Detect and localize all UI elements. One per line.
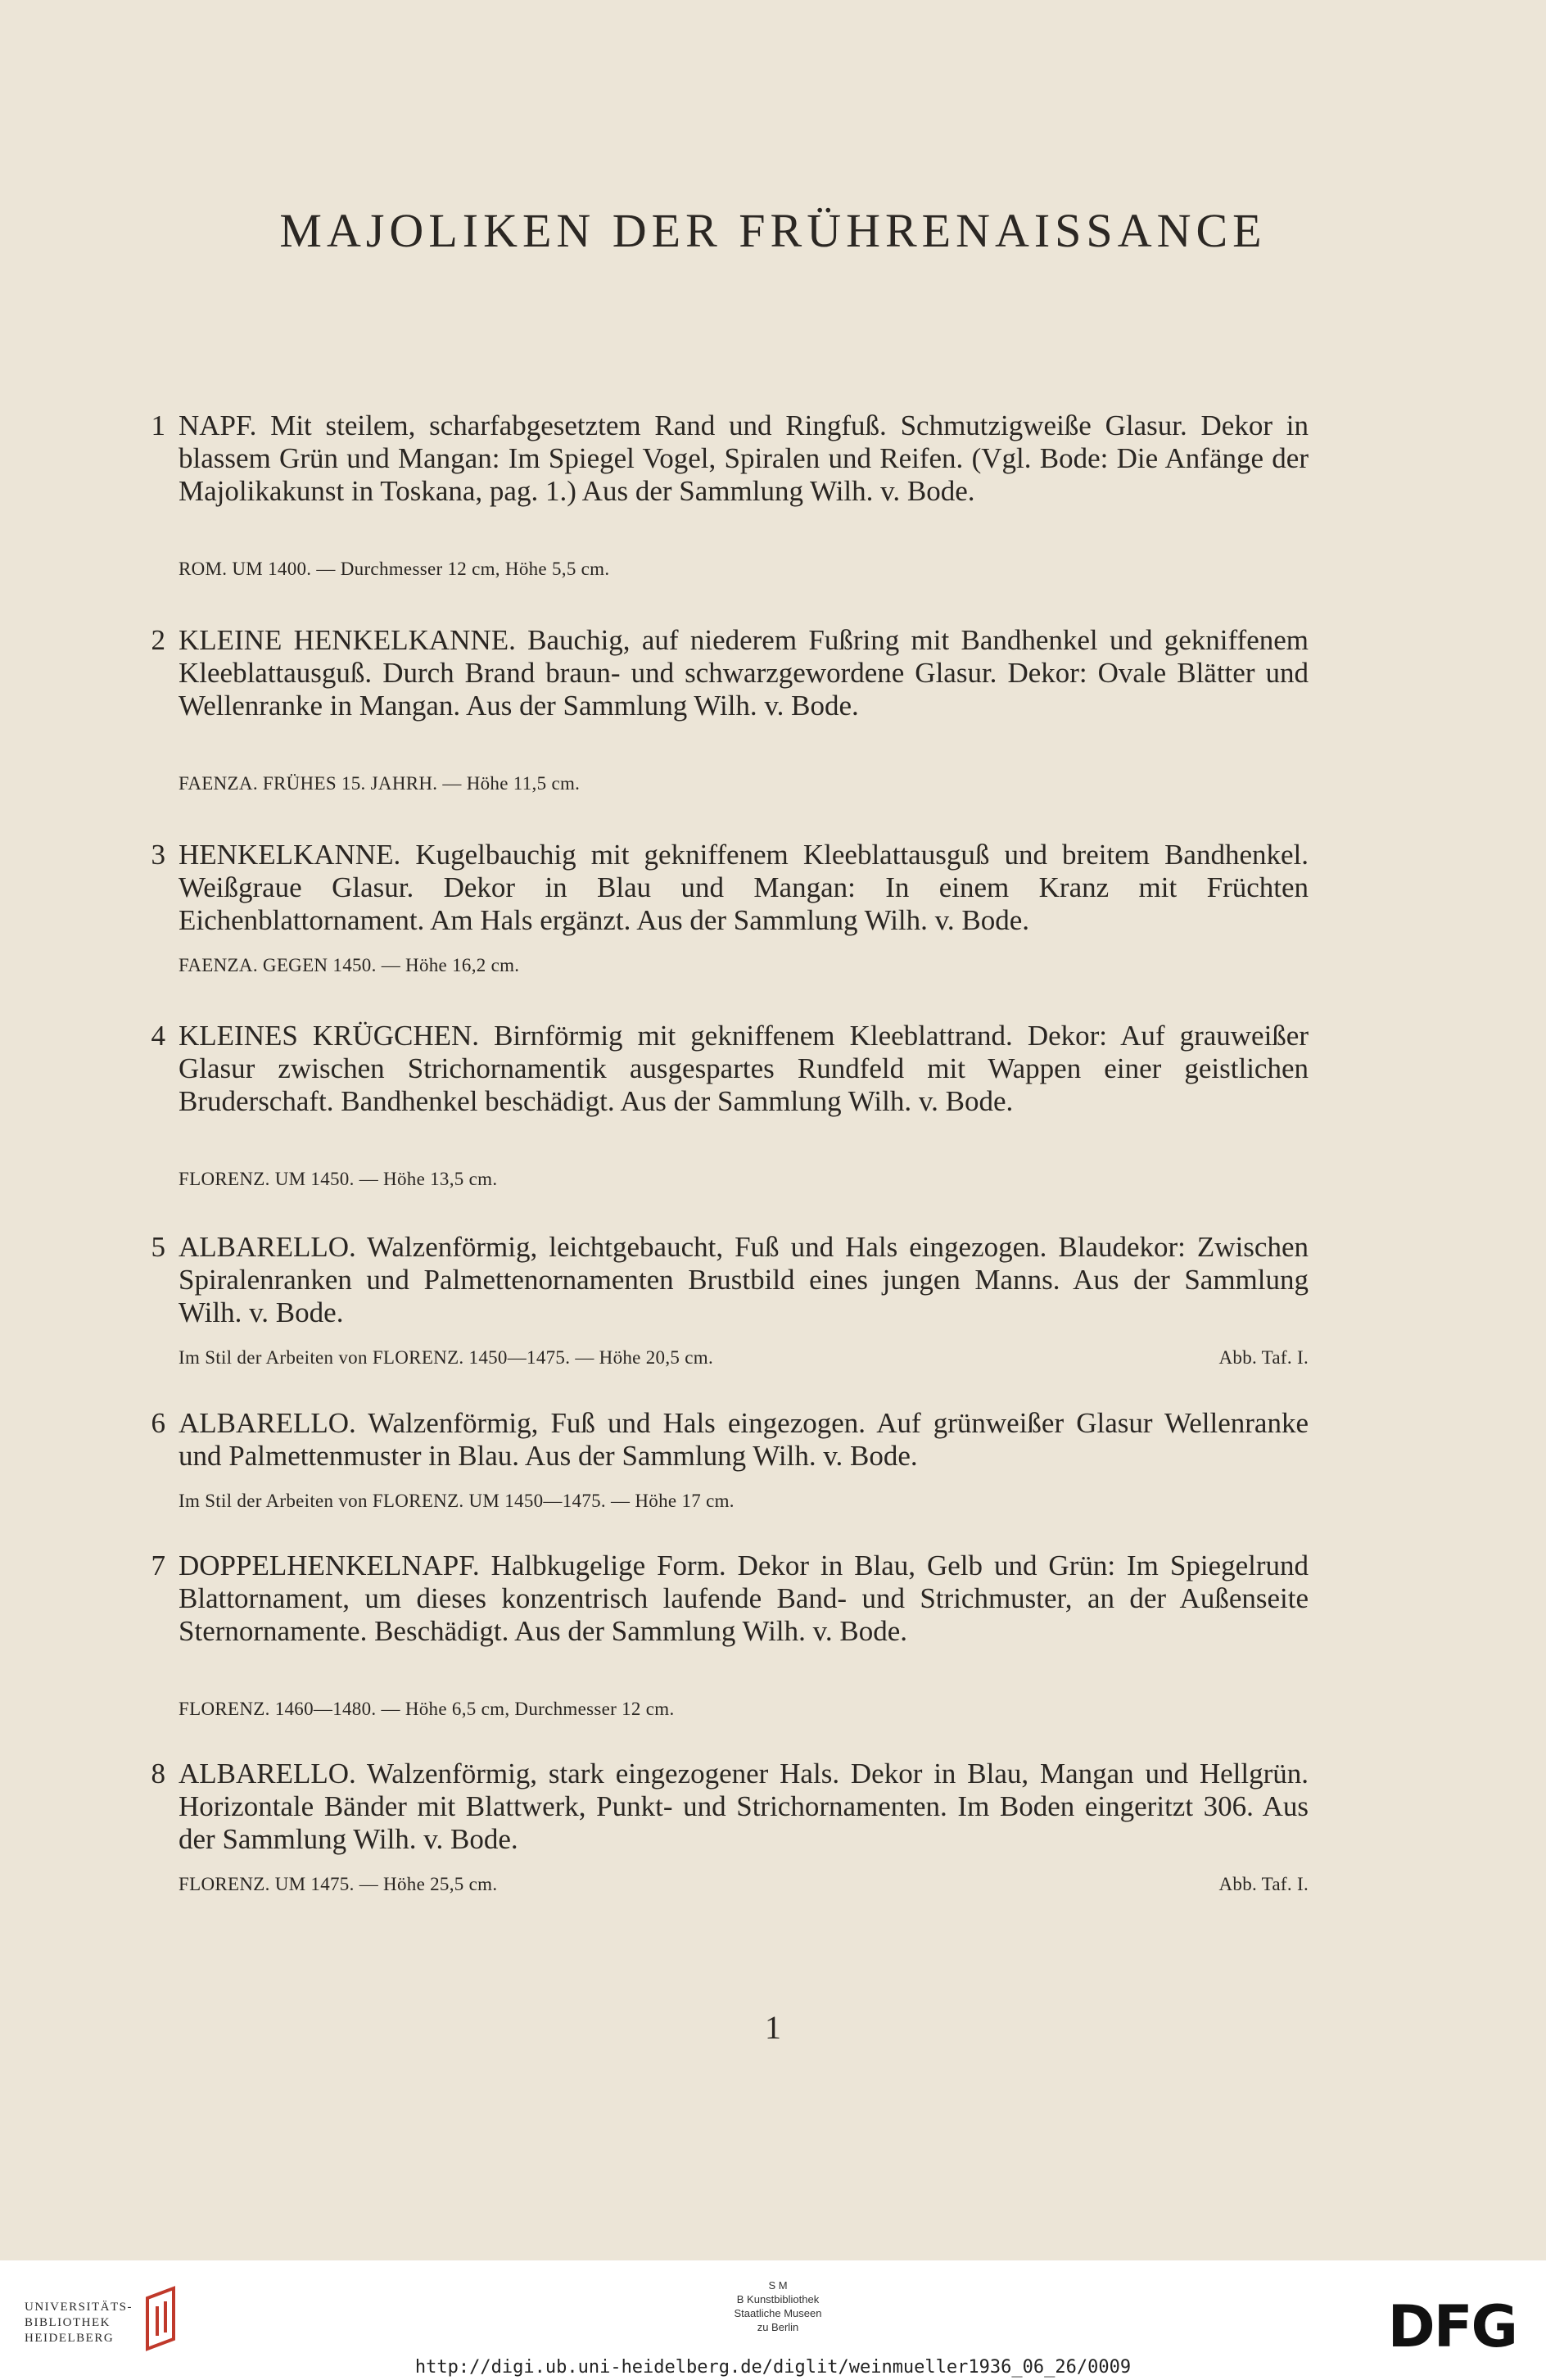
entry-meta	[179, 1697, 1309, 1722]
page-number: 1	[765, 2009, 781, 2046]
entry-ref: Abb. Taf. I.	[1218, 1347, 1309, 1368]
entry-meta	[179, 771, 1309, 796]
entry-meta-text: FAENZA. FRÜHES 15. JAHRH. — Höhe 11,5 cm.	[179, 773, 581, 794]
entry-meta	[179, 1346, 1309, 1370]
page-title: MAJOLIKEN DER FRÜHRENAISSANCE	[279, 204, 1267, 257]
entry-meta	[179, 557, 1309, 581]
entry-number: 8	[151, 1758, 165, 1790]
university-logo-icon	[141, 2282, 190, 2355]
dfg-logo: DFG	[1387, 2293, 1517, 2360]
entry-text: DOPPELHENKELNAPF. Halbkugelige Form. Dekor in Blau, Gelb und Grün: Im Spiegelrund Blattornament, um dieses konzentrisch laufende Band- und Strichmuster, an der Außenseite Sternornamente. Beschädigt. Aus der Sammlung Wilh. v. Bode.	[179, 1550, 1309, 1647]
university-line: BIBLIOTHEK	[25, 2316, 111, 2329]
kunstbibliothek-label	[704, 2278, 852, 2334]
university-line: HEIDELBERG	[25, 2332, 115, 2345]
library-line: S M	[768, 2279, 788, 2292]
entry-text: ALBARELLO. Walzenförmig, Fuß und Hals eingezogen. Auf grünweißer Glasur Wellenranke und Palmettenmuster in Blau. Aus der Sammlung Wilh. v. Bode.	[179, 1407, 1309, 1472]
entry-meta	[179, 1489, 1309, 1514]
entry-text: ALBARELLO. Walzenförmig, stark eingezogener Hals. Dekor in Blau, Mangan und Hellgrün. Horizontale Bänder mit Blattwerk, Punkt- und Strichornamenten. Im Boden eingeritzt 306. Aus der Sammlung Wilh. v. Bode.	[179, 1758, 1309, 1855]
entry-text: KLEINES KRÜGCHEN. Birnförmig mit gekniffenem Kleeblattrand. Dekor: Auf grauweißer Glasur zwischen Strichornamentik ausgespartes Rundfeld mit Wappen einer geistlichen Bruderschaft. Bandhenkel beschädigt. Aus der Sammlung Wilh. v. Bode.	[179, 1020, 1309, 1117]
entry-meta-text: FLORENZ. 1460—1480. — Höhe 6,5 cm, Durchmesser 12 cm.	[179, 1699, 675, 1719]
entry-number: 4	[151, 1020, 165, 1052]
library-line: B Kunstbibliothek	[736, 2293, 820, 2305]
entry-number: 2	[151, 624, 165, 656]
entry-number: 1	[151, 409, 165, 441]
entry-meta	[179, 1872, 1309, 1897]
entry-text: NAPF. Mit steilem, scharfabgesetztem Rand und Ringfuß. Schmutzigweiße Glasur. Dekor in blassem Grün und Mangan: Im Spiegel Vogel, Spiralen und Reifen. (Vgl. Bode: Die Anfänge der Majolikakunst in Toskana, pag. 1.) Aus der Sammlung Wilh. v. Bode.	[179, 409, 1309, 507]
entry-meta-text: Im Stil der Arbeiten von FLORENZ. 1450—1475. — Höhe 20,5 cm.	[179, 1347, 713, 1368]
entry-meta-text: FAENZA. GEGEN 1450. — Höhe 16,2 cm.	[179, 955, 520, 975]
entry-meta-text: Im Stil der Arbeiten von FLORENZ. UM 1450—1475. — Höhe 17 cm.	[179, 1491, 735, 1511]
entry-number: 5	[151, 1231, 165, 1263]
source-url-link[interactable]: http://digi.ub.uni-heidelberg.de/diglit/weinmueller1936_06_26/0009	[414, 2357, 1132, 2378]
entry-number: 3	[151, 839, 165, 871]
entry-meta-text: FLORENZ. UM 1475. — Höhe 25,5 cm.	[179, 1874, 498, 1894]
entry-text: ALBARELLO. Walzenförmig, leichtgebaucht, Fuß und Hals eingezogen. Blaudekor: Zwischen Spiralenranken und Palmettenornamenten Brustbild eines jungen Manns. Aus der Sammlung Wilh. v. Bode.	[179, 1231, 1309, 1328]
entry-number: 6	[151, 1407, 165, 1439]
footer-bar	[0, 2260, 1546, 2380]
entry-number: 7	[151, 1550, 165, 1581]
university-library-name	[25, 2300, 133, 2346]
entry-meta-text: FLORENZ. UM 1450. — Höhe 13,5 cm.	[179, 1169, 498, 1189]
university-line: UNIVERSITÄTS-	[25, 2301, 133, 2314]
entry-text: KLEINE HENKELKANNE. Bauchig, auf niederem Fußring mit Bandhenkel und gekniffenem Kleeblattausguß. Durch Brand braun- und schwarzgewordene Glasur. Dekor: Ovale Blätter und Wellenranke in Mangan. Aus der Sammlung Wilh. v. Bode.	[179, 624, 1309, 722]
entry-meta-text: ROM. UM 1400. — Durchmesser 12 cm, Höhe 5,5 cm.	[179, 559, 610, 579]
library-line: Staatliche Museen	[734, 2307, 822, 2319]
library-line: zu Berlin	[757, 2321, 799, 2333]
entry-ref: Abb. Taf. I.	[1218, 1874, 1309, 1894]
entry-text: HENKELKANNE. Kugelbauchig mit gekniffenem Kleeblattausguß und breitem Bandhenkel. Weißgraue Glasur. Dekor in Blau und Mangan: In einem Kranz mit Früchten Eichenblattornament. Am Hals ergänzt. Aus der Sammlung Wilh. v. Bode.	[179, 839, 1309, 936]
entry-meta	[179, 1167, 1309, 1192]
entry-meta	[179, 953, 1309, 978]
